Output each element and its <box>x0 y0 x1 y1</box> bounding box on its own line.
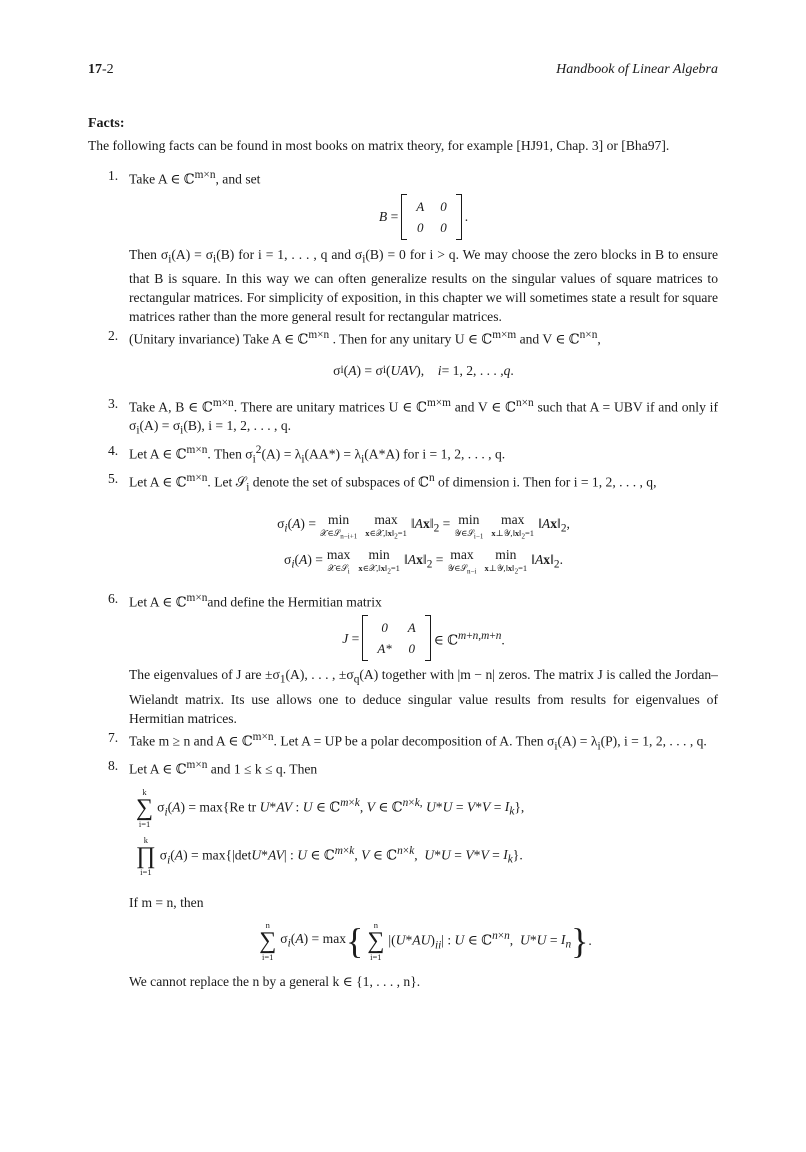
page-number: 17-2 <box>88 62 114 77</box>
matrix-B: A 0 0 0 <box>401 194 461 240</box>
fact-8-lead: Let A ∈ ℂ$^{m\times n}$ and 1 ≤ k ≤ q. Then <box>129 759 318 777</box>
fact-5-lead: Let A ∈ ℂ$^{m\times n}$. Let 𝒮$_i$ denote the set of subspaces of ℂ$^n$ of dimension i. Then for i = 1, 2, . . . , q, <box>129 472 657 494</box>
fact-8-if: If m = n, then <box>129 894 204 910</box>
fact-2 <box>88 326 718 380</box>
page <box>88 60 718 991</box>
page-header <box>88 60 718 84</box>
fact-6-lead: Let A ∈ ℂ$^{m\times n}$and define the Hermitian matrix <box>129 591 382 610</box>
sum-operator: k ∑ i=1 <box>136 786 154 829</box>
product-operator: k ∏ i=1 <box>136 834 156 877</box>
fact-6-body: The eigenvalues of J are $\pm\sigma_1(A)$, . . . , $\pm\sigma_q(A)$ together with |m − n| zeros. The matrix J is called the Jordan–Wielandt matrix. Its use allows one to deduce singular value results from results for eigenvalues of Hermitian matrices. <box>129 667 718 727</box>
fact-number: 8. <box>108 758 119 774</box>
fact-2-equation: σ i ( A ) = σ i ( UAV ), i = 1, 2, . . . , q . <box>333 362 514 378</box>
fact-number: 4. <box>108 443 119 459</box>
sum-equation: k ∑ i=1 $\sigma_i(A) = \max\{Re$ tr U*AV : U ∈ ℂ$^{m\times k}$, V ∈ ℂ$^{n\times k,}$ $U*U = V*V = I_k$}, <box>136 786 525 829</box>
max-operator: max $x\in 𝒳,‖x‖_2=1$ <box>365 511 407 541</box>
min-operator: min 𝒳∈𝒮$_{n-i+1}$ <box>320 511 358 541</box>
matrix-J: 0 A A* 0 <box>362 615 430 661</box>
min-operator: min 𝒴∈𝒮$_{i-1}$ <box>454 511 484 541</box>
fact-8-equations <box>129 787 718 877</box>
fact-4-text: Let A ∈ ℂ$^{m\times n}$. Then $\sigma_i^2(A) = \lambda_i(AA*) = \lambda_i(A*A)$ for i = 1, 2, . . . , q. <box>129 444 506 466</box>
fact-1 <box>88 166 718 326</box>
fact-1-lead: Take A ∈ ℂ$^{m\times n}$, and set <box>129 169 261 187</box>
fact-number: 6. <box>108 590 119 606</box>
fact-number: 3. <box>108 395 119 411</box>
product-equation: k ∏ i=1 $\sigma_i(A) = \max\{|\det U*AV|$ : U ∈ ℂ$^{m\times k}$, V ∈ ℂ$^{n\times k}$, $U*U = V*V = I_k$}. <box>136 834 523 877</box>
fact-7-text: Take m ≥ n and A ∈ ℂ$^{m\times n}$. Let A = UP be a polar decomposition of A. Then $\sigma_i(A) = \lambda_i(P)$, i = 1, 2, . . . , q. <box>129 731 707 753</box>
fact-3-text: Take A, B ∈ ℂ$^{m\times n}$. There are unitary matrices U ∈ ℂ$^{m\times m}$ and V ∈ ℂ$^{n\times n}$ such that A = UBV if and only if $\sigma_i(A) = \sigma_i(B)$, i = 1, 2, . . . , q. <box>129 396 718 438</box>
fact-5-equations <box>129 512 718 577</box>
max-operator: max $x\perp 𝒴,‖x‖_2=1$ <box>491 511 535 541</box>
minmax-equation-2: $\sigma_i(A)$ = max 𝒳∈𝒮$_i$ min $x\in 𝒳,‖x‖_2=1$ $‖Ax‖_2$ = max 𝒴∈𝒮$_{n-i}$ min $x\perp 𝒴,‖x‖_2=1$ $‖Ax‖_2$. <box>284 547 563 576</box>
minmax-equation-1: $\sigma_i(A)$ = min 𝒳∈𝒮$_{n-i+1}$ max $x\in 𝒳,‖x‖_2=1$ $‖Ax‖_2$ = min 𝒴∈𝒮$_{i-1}$ max $x\perp 𝒴,‖x‖_2=1$ $‖Ax‖_2$, <box>277 511 570 541</box>
sum-operator: n ∑ i=1 <box>259 919 277 962</box>
fact-1-equation: B = A 0 0 0 . <box>129 194 718 240</box>
sum-operator: n ∑ i=1 <box>367 919 385 962</box>
fact-1-body: Then $\sigma_i(A) = \sigma_i(B)$ for i = 1, . . . , q and $\sigma_i(B) = 0$ for i > q. We may choose the zero blocks in B to ensure that B is square. In this way we can often generalize results on the singular values of square matrices to rectangular matrices. For simplicity of exposition, in this chapter we will sometimes state a result for square matrices rather than the more general result for rectangular matrices. <box>129 246 718 325</box>
fact-4 <box>88 441 718 469</box>
trace-equation: n ∑ i=1 $\sigma_i(A) = \max$ { n ∑ i=1 $|(U*AU)_{ii}|$ : U ∈ ℂ$^{n\times n}$, $U*U = I_n$ } . <box>259 919 592 962</box>
fact-6 <box>88 589 718 728</box>
facts-heading: Facts: <box>88 116 125 131</box>
fact-8 <box>88 756 718 991</box>
fact-8-final: We cannot replace the n by a general k ∈ {1, . . . , n}. <box>129 973 421 989</box>
min-operator: min $x\perp 𝒴,‖x‖_2=1$ <box>484 547 528 576</box>
facts-list <box>88 166 718 991</box>
fact-6-equation: J = 0 A A* 0 ∈ ℂ$^{m+n,m+n}$. <box>129 615 718 661</box>
fact-number: 5. <box>108 471 119 487</box>
fact-3 <box>88 394 718 441</box>
max-operator: max 𝒴∈𝒮$_{n-i}$ <box>447 547 477 576</box>
fact-7 <box>88 728 718 756</box>
intro-paragraph: The following facts can be found in most books on matrix theory, for example [HJ91, Chap. 3] or [Bha97]. <box>88 138 670 153</box>
fact-number: 7. <box>108 730 119 746</box>
fact-number: 2. <box>108 328 119 344</box>
max-operator: max 𝒳∈𝒮$_i$ <box>326 547 351 576</box>
fact-5 <box>88 469 718 589</box>
running-title: Handbook of Linear Algebra <box>556 62 718 77</box>
fact-number: 1. <box>108 168 119 183</box>
min-operator: min $x\in 𝒳,‖x‖_2=1$ <box>358 547 400 576</box>
fact-2-lead: (Unitary invariance) Take A ∈ ℂ$^{m\times n}$ . Then for any unitary U ∈ ℂ$^{m\times m}$ and V ∈ ℂ$^{n\times n}$, <box>129 329 601 347</box>
